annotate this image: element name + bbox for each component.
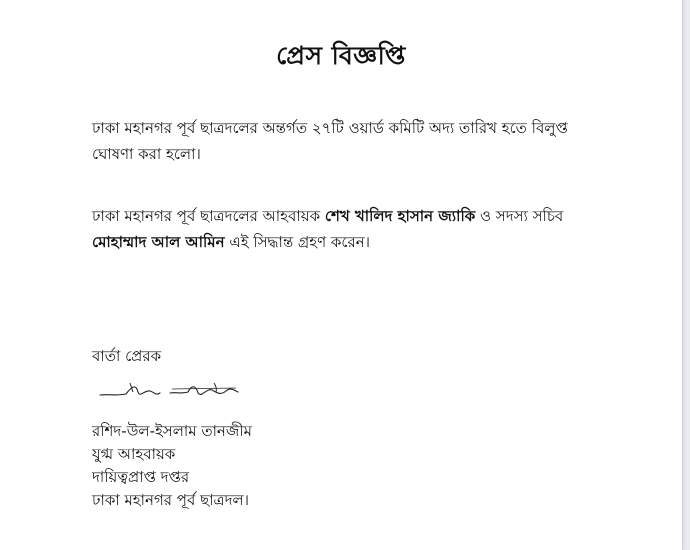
secretary-name: মোহাম্মাদ আল আমিন: [92, 233, 225, 251]
paragraph-dissolution: ঢাকা মহানগর পূর্ব ছাত্রদলের অন্তর্গত ২৭টি ওয়ার্ড কমিটি অদ্য তারিখ হতে বিলুপ্ত ঘোষণা করা হলো।: [92, 119, 568, 163]
paragraph-text-part3: এই সিদ্ধান্ত গ্রহণ করেন।: [224, 233, 371, 251]
paragraph-decision: [92, 203, 592, 255]
paragraph-text-part1: ঢাকা মহানগর পূর্ব ছাত্রদলের আহবায়ক: [92, 207, 325, 225]
paragraph-text-part2: ও সদস্য সচিব: [475, 207, 564, 225]
convener-name: শেখ খালিদ হাসান জ্যাকি: [324, 207, 476, 225]
signatory-position: যুগ্ম আহবায়ক: [92, 445, 176, 463]
signature-block: [92, 420, 252, 512]
handwritten-signature: [96, 378, 246, 404]
signatory-organization: ঢাকা মহানগর পূর্ব ছাত্রদল।: [92, 491, 249, 509]
signatory-name: রশিদ-উল-ইসলাম তানজীম: [92, 422, 252, 440]
page-title: প্রেস বিজ্ঞপ্তি: [276, 41, 406, 70]
sender-label: বার্তা প্রেরক: [92, 347, 162, 365]
signatory-role: দায়িত্বপ্রাপ্ত দপ্তর: [92, 468, 190, 486]
